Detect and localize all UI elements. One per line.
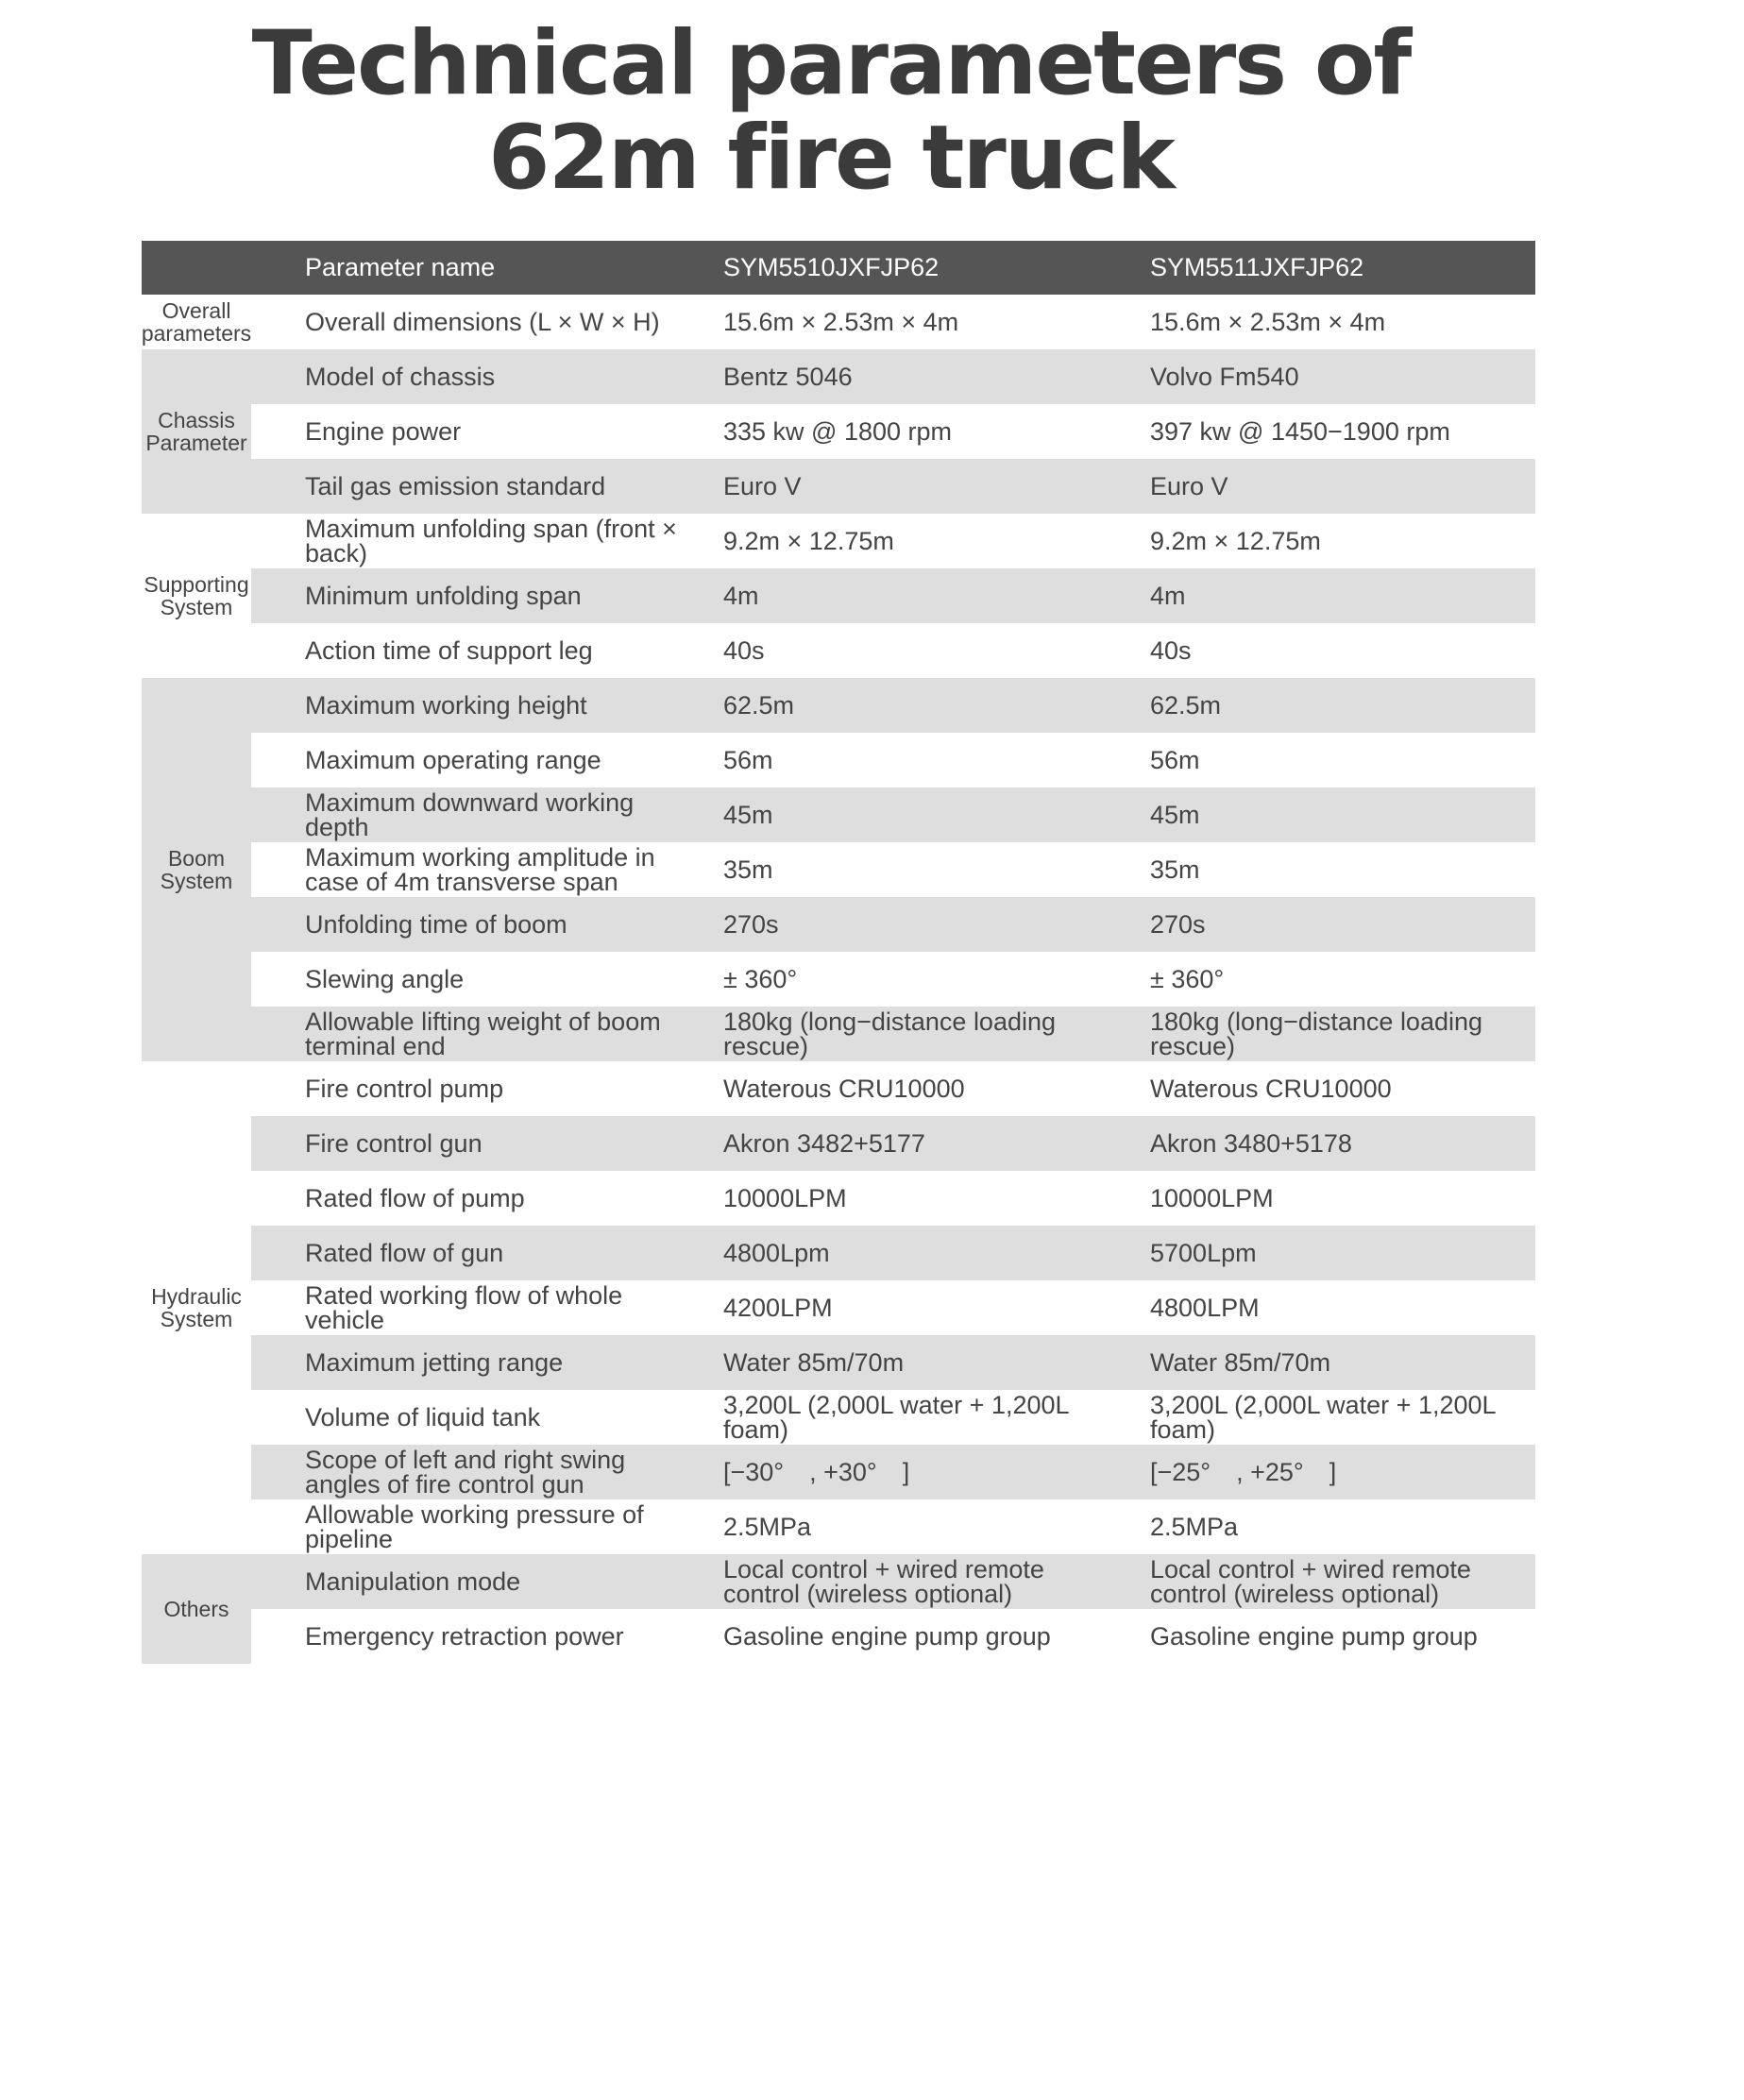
model-2-value-cell: 40s <box>1150 636 1192 665</box>
parameter-name-cell: Minimum unfolding span <box>305 582 582 610</box>
model-1-value-cell: ± 360° <box>723 965 798 993</box>
parameter-name-cell: Tail gas emission standard <box>305 472 606 500</box>
model-1-value-cell: 62.5m <box>723 691 795 720</box>
parameter-name-cell: Unfolding time of boom <box>305 910 567 939</box>
category-label: Boom System <box>142 678 251 1061</box>
model-1-value-cell: 40s <box>723 636 765 665</box>
model-2-value-cell: Gasoline engine pump group <box>1150 1622 1478 1651</box>
table-row <box>251 1116 1535 1171</box>
table-row <box>251 1171 1535 1226</box>
table-row <box>251 1226 1535 1280</box>
table-row <box>251 1445 1535 1499</box>
parameter-name-cell: Maximum downward working depth <box>305 788 635 841</box>
table-row <box>251 623 1535 678</box>
table-header <box>142 241 1535 295</box>
table-row <box>251 897 1535 952</box>
table-row <box>251 1609 1535 1664</box>
model-2-value-cell: 2.5MPa <box>1150 1513 1239 1541</box>
model-2-value-cell: 9.2m × 12.75m <box>1150 527 1321 555</box>
model-1-value-cell: Water 85m/70m <box>723 1348 905 1377</box>
model-1-value-cell: Bentz 5046 <box>723 363 853 391</box>
model-1-value-cell: Euro V <box>723 472 802 500</box>
model-1-value-cell: Local control + wired remote control (wireless optional) <box>723 1555 1044 1608</box>
model-2-value-cell: 4800LPM <box>1150 1294 1260 1322</box>
model-2-value-cell: 45m <box>1150 801 1200 829</box>
model-2-value-cell: ± 360° <box>1150 965 1225 993</box>
model-1-value-cell: 56m <box>723 746 773 774</box>
page-title <box>0 12 1662 210</box>
model-1-value-cell: Gasoline engine pump group <box>723 1622 1051 1651</box>
model-2-value-cell: 56m <box>1150 746 1200 774</box>
table-row <box>251 1007 1535 1061</box>
parameter-name-cell: Maximum working height <box>305 691 587 720</box>
table-row <box>251 514 1535 568</box>
table-row <box>251 459 1535 514</box>
table-row <box>251 842 1535 897</box>
table-row <box>251 295 1535 349</box>
table-row <box>251 349 1535 404</box>
model-2-value-cell: Volvo Fm540 <box>1150 363 1299 391</box>
parameter-name-cell: Model of chassis <box>305 363 496 391</box>
category-label: Supporting System <box>144 572 249 619</box>
model-2-value-cell: 62.5m <box>1150 691 1222 720</box>
parameter-name-cell: Scope of left and right swing angles of fire control gun <box>305 1446 626 1499</box>
model-2-value-cell: Local control + wired remote control (wireless optional) <box>1150 1555 1471 1608</box>
model-1-value-cell: 4m <box>723 582 759 610</box>
parameter-name-cell: Fire control gun <box>305 1129 483 1158</box>
model-1-value-cell: 270s <box>723 910 779 939</box>
model-2-value-cell: Water 85m/70m <box>1150 1348 1331 1377</box>
parameter-name-cell: Action time of support leg <box>305 636 593 665</box>
table-row <box>251 1280 1535 1335</box>
parameter-name-cell: Fire control pump <box>305 1075 504 1103</box>
table-row <box>251 1499 1535 1554</box>
parameter-name-cell: Volume of liquid tank <box>305 1403 541 1431</box>
model-1-value-cell: 45m <box>723 801 773 829</box>
parameter-name-cell: Rated flow of gun <box>305 1239 504 1267</box>
model-1-value-cell: 3,200L (2,000L water + 1,200L foam) <box>723 1391 1069 1444</box>
parameter-name-cell: Allowable lifting weight of boom terminal end <box>305 1008 661 1060</box>
header-model-1: SYM5510JXFJP62 <box>723 253 940 281</box>
category-label: Others <box>142 1554 251 1664</box>
table-row <box>251 788 1535 842</box>
table-row <box>251 733 1535 788</box>
parameter-name-cell: Maximum jetting range <box>305 1348 564 1377</box>
model-2-value-cell: [−25° , +25° ] <box>1150 1458 1337 1486</box>
model-2-value-cell: 4m <box>1150 582 1186 610</box>
title-line-1: Technical parameters of <box>251 12 1411 115</box>
header-model-2: SYM5511JXFJP62 <box>1150 253 1364 281</box>
model-1-value-cell: [−30° , +30° ] <box>723 1458 910 1486</box>
category-label: Overall parameters <box>141 298 252 346</box>
parameter-name-cell: Maximum working amplitude in case of 4m transverse span <box>305 843 655 896</box>
model-1-value-cell: Akron 3482+5177 <box>723 1129 925 1158</box>
category-label: Hydraulic System <box>151 1284 242 1331</box>
title-line-2: 62m fire truck <box>488 107 1174 210</box>
table-row <box>251 1554 1535 1609</box>
table-row <box>251 404 1535 459</box>
parameter-name-cell: Maximum unfolding span (front × back) <box>305 515 677 567</box>
table-row <box>251 1335 1535 1390</box>
model-2-value-cell: Euro V <box>1150 472 1228 500</box>
table-row <box>251 952 1535 1007</box>
model-1-value-cell: 2.5MPa <box>723 1513 812 1541</box>
table-row <box>251 568 1535 623</box>
model-1-value-cell: 9.2m × 12.75m <box>723 527 894 555</box>
model-2-value-cell: 397 kw @ 1450−1900 rpm <box>1150 417 1450 446</box>
parameter-name-cell: Rated flow of pump <box>305 1184 525 1212</box>
parameter-name-cell: Emergency retraction power <box>305 1622 624 1651</box>
model-1-value-cell: 335 kw @ 1800 rpm <box>723 417 953 446</box>
parameter-name-cell: Rated working flow of whole vehicle <box>305 1281 623 1334</box>
model-1-value-cell: 4200LPM <box>723 1294 833 1322</box>
parameter-name-cell: Manipulation mode <box>305 1567 521 1596</box>
model-1-value-cell: 180kg (long−distance loading rescue) <box>723 1008 1057 1060</box>
model-1-value-cell: 10000LPM <box>723 1184 847 1212</box>
model-2-value-cell: 270s <box>1150 910 1206 939</box>
model-2-value-cell: 5700Lpm <box>1150 1239 1257 1267</box>
parameter-name-cell: Allowable working pressure of pipeline <box>305 1500 644 1553</box>
model-2-value-cell: Waterous CRU10000 <box>1150 1075 1392 1103</box>
model-1-value-cell: 4800Lpm <box>723 1239 830 1267</box>
model-2-value-cell: 35m <box>1150 855 1200 884</box>
model-1-value-cell: Waterous CRU10000 <box>723 1075 965 1103</box>
table-row <box>251 1390 1535 1445</box>
parameter-name-cell: Slewing angle <box>305 965 465 993</box>
category-label: Chassis Parameter <box>142 349 251 514</box>
model-2-value-cell: 10000LPM <box>1150 1184 1274 1212</box>
parameter-name-cell: Maximum operating range <box>305 746 601 774</box>
model-2-value-cell: Akron 3480+5178 <box>1150 1129 1352 1158</box>
model-2-value-cell: 180kg (long−distance loading rescue) <box>1150 1008 1483 1060</box>
model-1-value-cell: 15.6m × 2.53m × 4m <box>723 308 959 336</box>
table-row <box>251 678 1535 733</box>
table-row <box>251 1061 1535 1116</box>
model-2-value-cell: 15.6m × 2.53m × 4m <box>1150 308 1386 336</box>
parameter-name-cell: Engine power <box>305 417 462 446</box>
model-1-value-cell: 35m <box>723 855 773 884</box>
parameter-name-cell: Overall dimensions (L × W × H) <box>305 308 660 336</box>
header-parameter-name: Parameter name <box>305 253 496 281</box>
model-2-value-cell: 3,200L (2,000L water + 1,200L foam) <box>1150 1391 1496 1444</box>
